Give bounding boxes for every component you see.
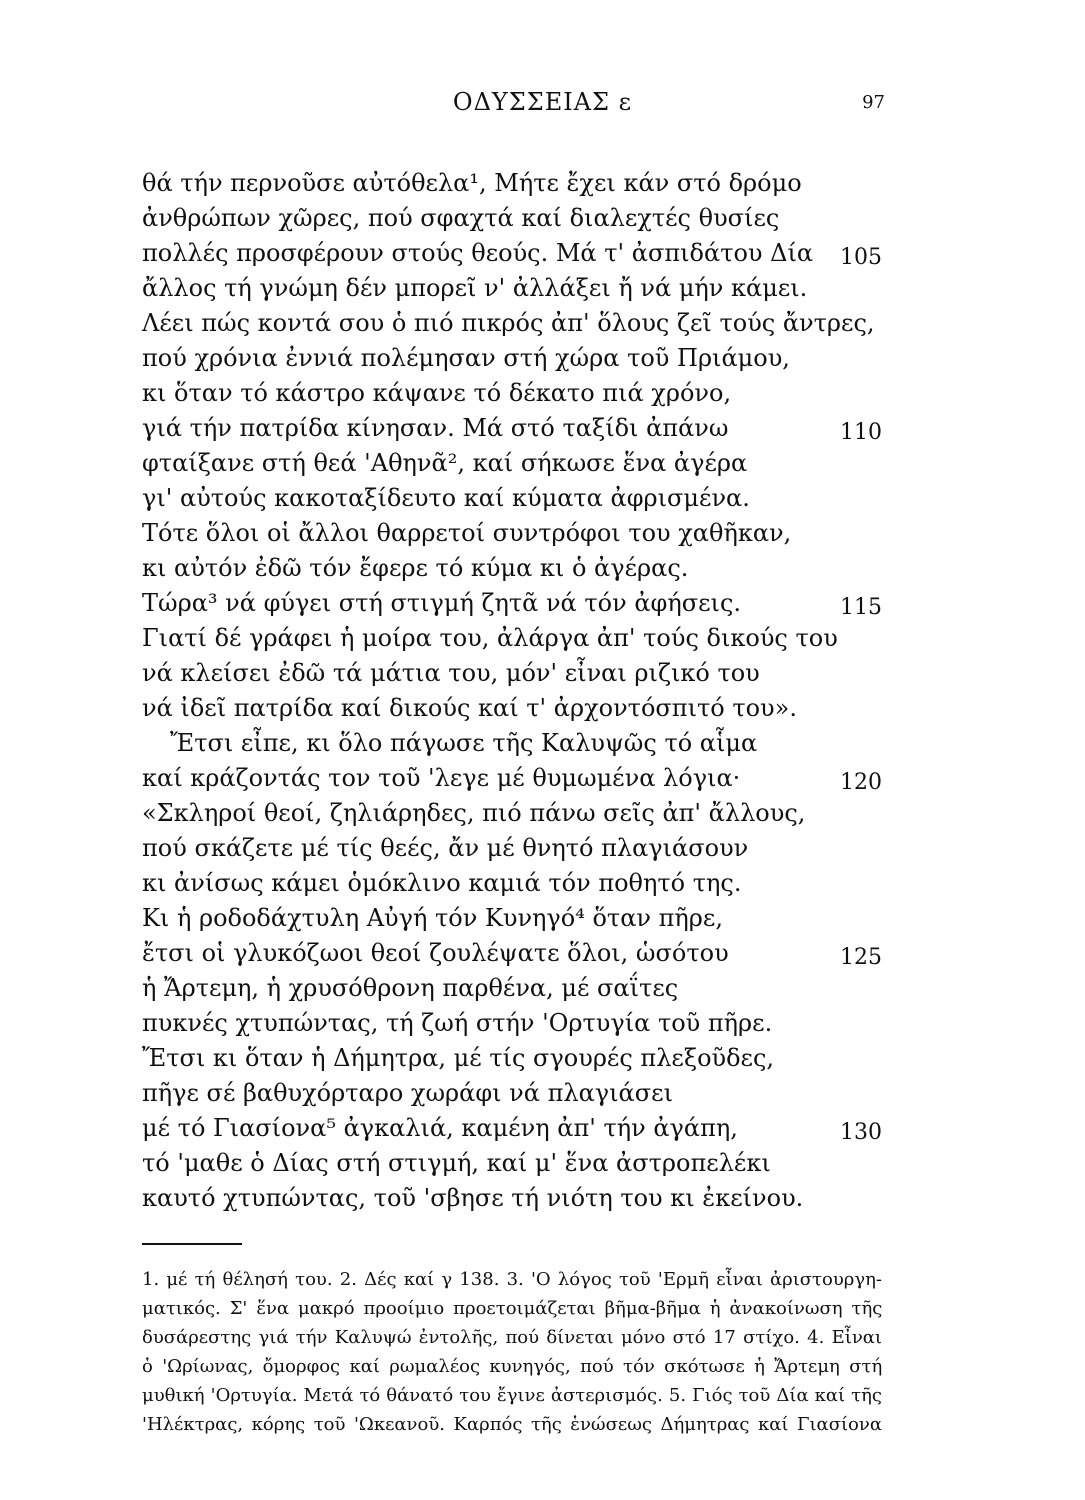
verse-line	[142, 726, 902, 761]
verse-text: «Σκληροί θεοί, ζηλιάρηδες, πιό πάνω σεῖς ἀπ' ἄλλους,	[142, 799, 806, 827]
verse-text: πῆγε σέ βαθυχόρταρο χωράφι νά πλαγιάσει	[142, 1079, 673, 1107]
verse-text: πού χρόνια ἐννιά πολέμησαν στή χώρα τοῦ Πριάμου,	[142, 344, 790, 372]
verse-text: νά κλείσει ἐδῶ τά μάτια του, μόν' εἶναι ριζικό του	[142, 659, 760, 687]
verse-text: μέ τό Γιασίονα⁵ ἀγκαλιά, καμένη ἀπ' τήν ἀγάπη,	[142, 1114, 738, 1142]
verse-line	[142, 656, 902, 691]
verse-number: 110	[840, 420, 882, 445]
verse-text: πού σκάζετε μέ τίς θεές, ἄν μέ θνητό πλαγιάσουν	[142, 834, 749, 862]
verse-text: τό 'μαθε ὁ Δίας στή στιγμή, καί μ' ἕνα ἀστροπελέκι	[142, 1149, 771, 1177]
verse-line	[142, 551, 902, 586]
verse-line	[142, 271, 902, 306]
verse-line	[142, 866, 902, 901]
verse-text: ἔτσι οἱ γλυκόζωοι θεοί ζουλέψατε ὅλοι, ὡσότου	[142, 939, 729, 967]
verse-line	[142, 481, 902, 516]
verse-text: ἄλλος τή γνώμη δέν μπορεῖ ν' ἀλλάξει ἤ νά μήν κάμει.	[142, 274, 808, 302]
verse-text: Τώρα³ νά φύγει στή στιγμή ζητᾶ νά τόν ἀφήσεις.	[142, 589, 742, 617]
verse-line	[142, 306, 902, 341]
verse-text: φταίξανε στή θεά 'Αθηνᾶ², καί σήκωσε ἕνα ἀγέρα	[142, 449, 748, 477]
running-head	[0, 88, 1085, 128]
verse-line	[142, 341, 902, 376]
verse-text: Ἔτσι κι ὅταν ἡ Δήμητρα, μέ τίς σγουρές πλεξοῦδες,	[142, 1044, 775, 1072]
verse-line	[142, 376, 902, 411]
footnote-rule	[142, 1243, 242, 1245]
verse-text: πυκνές χτυπώντας, τή ζωή στήν 'Ορτυγία τοῦ πῆρε.	[142, 1009, 773, 1037]
running-title: ΟΔΥΣΣΕΙΑΣ ε	[452, 88, 633, 116]
verse-number: 120	[840, 770, 882, 795]
verse-text: Τότε ὅλοι οἱ ἄλλοι θαρρετοί συντρόφοι του χαθῆκαν,	[142, 519, 792, 547]
verse-line	[142, 936, 902, 971]
verse-text: καυτό χτυπώντας, τοῦ 'σβησε τή νιότη του κι ἐκείνου.	[142, 1184, 804, 1212]
verse-line	[142, 901, 902, 936]
verse-line	[142, 411, 902, 446]
verse-text: κι αὐτόν ἐδῶ τόν ἔφερε τό κύμα κι ὁ ἀγέρας.	[142, 554, 689, 582]
footnote-line: δυσάρεστης γιά τήν Καλυψώ ἐντολῆς, πού δίνεται μόνο στό 17 στίχο. 4. Εἶναι	[142, 1327, 882, 1348]
footnote-line: ὁ 'Ωρίωνας, ὄμορφος καί ρωμαλέος κυνηγός, πού τόν σκότωσε ἡ Ἄρτεμη στή	[142, 1356, 883, 1377]
verse-line	[142, 691, 902, 726]
verse-line	[142, 201, 902, 236]
verse-number: 105	[840, 245, 882, 270]
footnote-line: μυθική 'Ορτυγία. Μετά τό θάνατό του ἔγινε ἀστερισμός. 5. Γιός τοῦ Δία καί τῆς	[142, 1385, 882, 1406]
page-number: 97	[862, 92, 885, 113]
verse-line	[142, 1181, 902, 1216]
verse-text: Γιατί δέ γράφει ἡ μοίρα του, ἀλάργα ἀπ' τούς δικούς του	[142, 624, 838, 652]
verse-line	[142, 1006, 902, 1041]
verse-text: πολλές προσφέρουν στούς θεούς. Μά τ' ἀσπιδάτου Δία	[142, 239, 814, 267]
verse-text: Κι ἡ ροδοδάχτυλη Αὐγή τόν Κυνηγό⁴ ὅταν πῆρε,	[142, 904, 723, 932]
footnotes	[142, 1265, 882, 1439]
verse-text: νά ἰδεῖ πατρίδα καί δικούς καί τ' ἀρχοντόσπιτό του».	[142, 694, 797, 722]
verse-line	[142, 516, 902, 551]
verse-line	[142, 971, 902, 1006]
footnote-line: 'Ηλέκτρας, κόρης τοῦ 'Ωκεανοῦ. Καρπός τῆς ἑνώσεως Δήμητρας καί Γιασίονα	[142, 1414, 882, 1435]
verse-line	[142, 446, 902, 481]
verse-text: γιά τήν πατρίδα κίνησαν. Μά στό ταξίδι ἀπάνω	[142, 414, 729, 442]
verse-text: Λέει πώς κοντά σου ὁ πιό πικρός ἀπ' ὅλους ζεῖ τούς ἄντρες,	[142, 309, 875, 337]
verse-text: κι ὅταν τό κάστρο κάψανε τό δέκατο πιά χρόνο,	[142, 379, 732, 407]
verse-line	[142, 586, 902, 621]
verse-number: 130	[840, 1120, 882, 1145]
footnote-line: ματικός. Σ' ἕνα μακρό προοίμιο προετοιμάζεται βῆμα-βῆμα ἡ ἀνακοίνωση τῆς	[142, 1298, 883, 1319]
verse-line	[142, 796, 902, 831]
verse-text: Ἔτσι εἶπε, κι ὅλο πάγωσε τῆς Καλυψῶς τό αἷμα	[170, 729, 758, 757]
verse-text: καί κράζοντάς τον τοῦ 'λεγε μέ θυμωμένα λόγια·	[142, 764, 741, 792]
footnote-line: 1. μέ τή θέλησή του. 2. Δές καί γ 138. 3. 'Ο λόγος τοῦ 'Ερμῆ εἶναι ἀριστουργη-	[142, 1269, 882, 1290]
verse-line	[142, 1146, 902, 1181]
verse-line	[142, 831, 902, 866]
verse-number: 125	[840, 945, 882, 970]
verse-text: κι ἀνίσως κάμει ὁμόκλινο καμιά τόν ποθητό της.	[142, 869, 742, 897]
verse-line	[142, 236, 902, 271]
verse-line	[142, 761, 902, 796]
verse-line	[142, 1041, 902, 1076]
verse-line	[142, 621, 902, 656]
verse-number: 115	[840, 595, 882, 620]
verse-line	[142, 166, 902, 201]
verse-line	[142, 1076, 902, 1111]
verse-text: ἡ Ἄρτεμη, ἡ χρυσόθρονη παρθένα, μέ σαΐτες	[142, 974, 679, 1002]
verse-text: γι' αὐτούς κακοταξίδευτο καί κύματα ἀφρισμένα.	[142, 484, 750, 512]
verse-text: θά τήν περνοῦσε αὐτόθελα¹, Μήτε ἔχει κάν στό δρόμο	[142, 169, 802, 197]
verse-line	[142, 1111, 902, 1146]
verse-list	[142, 166, 902, 1216]
verse-text: ἀνθρώπων χῶρες, πού σφαχτά καί διαλεχτές θυσίες	[142, 204, 780, 232]
